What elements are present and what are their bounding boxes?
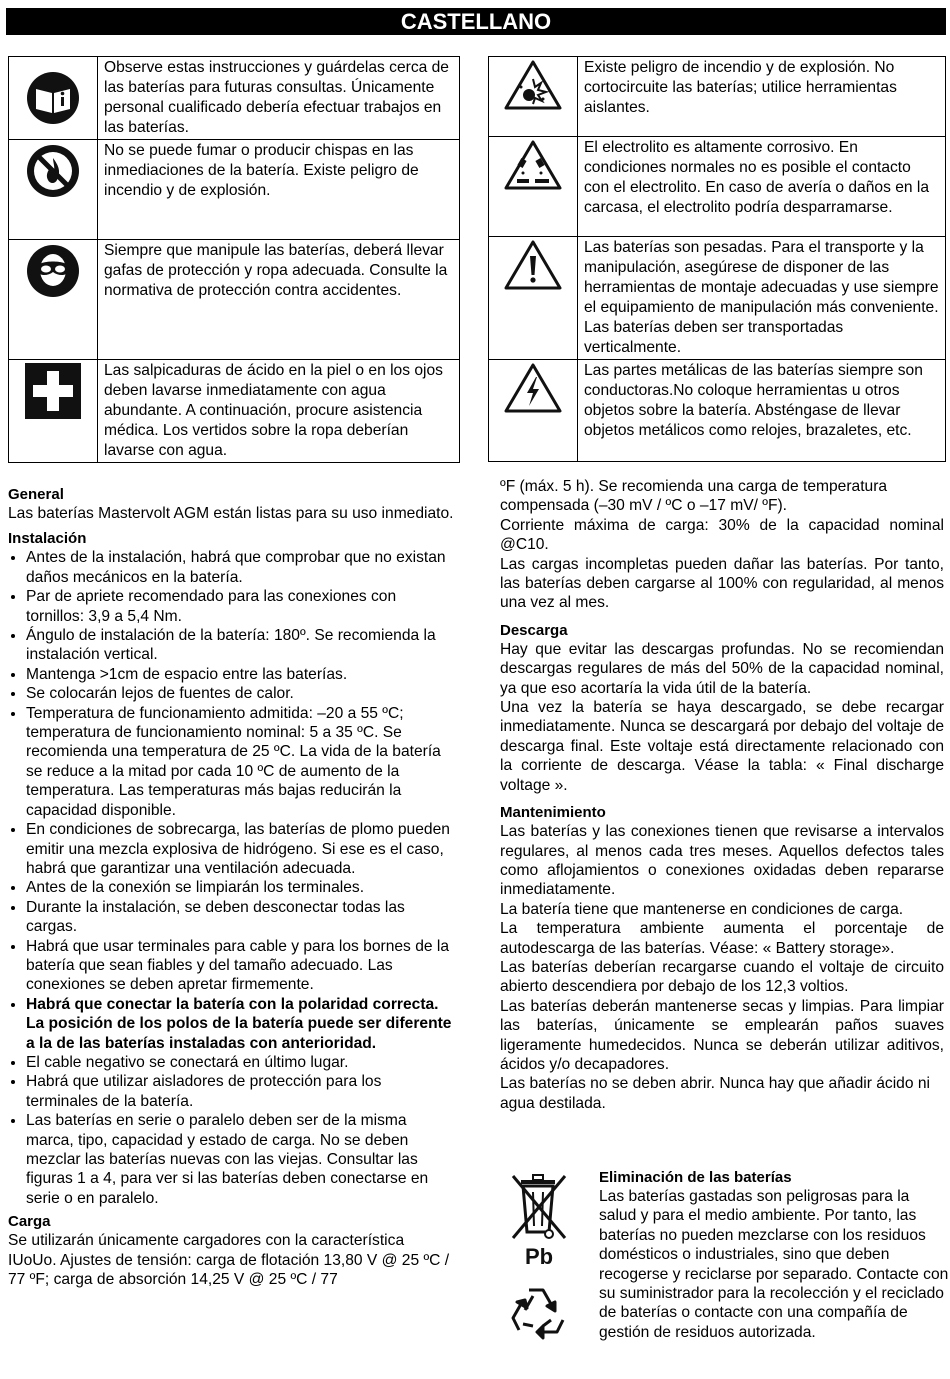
charge-text: Se utilizarán únicamente cargadores con la característica IUoUo. Ajustes de tensión: carga de flotación 13,80 V @ 25 ºC / 77 ºF; carga de absorción 14,25 V @ 25 ºC / 77 [8,1232,450,1289]
disposal-text: Las baterías gastadas son peligrosas para la salud y para el medio ambiente. Por tanto, las baterías no pueden mezclarse con los residuos domésticos o industriales, sino que deben recogerse y reciclarse por separado. Contacte con su suministrador para la recolección y el reciclado de baterías o contacte con una compañía de gestión de residuos autorizada. [599,1188,949,1341]
charge-max-current: Corriente máxima de carga: 30% de la capacidad nominal @C10. [500,516,944,554]
corrosive-warning-icon [489,137,578,237]
list-item: • Par de apriete recomendado para las conexiones con tornillos: 3,9 a 5,4 Nm. [26,587,456,626]
safety-table-left [8,56,460,463]
general-text: Las baterías Mastervolt AGM están listas para su uso inmediato. [8,505,454,522]
warning-text: No se puede fumar o producir chispas en las inmediaciones de la batería. Existe peligro de incendio y de explosión. [98,140,460,240]
section-heading-charge: Carga [8,1213,51,1231]
charge-text-continued: ºF (máx. 5 h). Se recomienda una carga de temperatura compensada (–30 mV / ºC o –17 mV/ ºF). [500,478,888,515]
maintenance-text-2: La batería tiene que mantenerse en condiciones de carga. [500,900,904,918]
section-heading-maintenance: Mantenimiento [500,804,606,822]
charge-incomplete: Las cargas incompletas pueden dañar las baterías. Por tanto, las baterías deben cargarse al 100% con regularidad, al menos una vez al mes. [500,555,944,612]
warning-text: El electrolito es altamente corrosivo. En condiciones normales no es posible el contacto con el electrolito. En caso de avería o daños en la carcasa, el electrolito podría desparramarse. [578,137,946,237]
list-item: • Se colocarán lejos de fuentes de calor. [26,684,456,703]
installation-list [8,548,456,1208]
electric-warning-icon [489,360,578,462]
read-manual-icon [9,57,98,140]
recycle-icon [505,1280,575,1350]
warning-text: Siempre que manipule las baterías, deberá llevar gafas de protección y ropa adecuada. Consulte la normativa de protección contra accidentes. [98,240,460,360]
list-item: • Antes de la conexión se limpiarán los terminales. [26,878,456,897]
maintenance-text-6: Las baterías no se deben abrir. Nunca hay que añadir ácido ni agua destilada. [500,1075,930,1112]
discharge-text-2: Una vez la batería se haya descargado, se debe recargar inmediatamente. Nunca se descargará por debajo del voltaje de descarga final. Este voltaje está directamente relacionado con la corriente de descarga. Véase la tabla: « Final discharge voltage ». [500,699,944,794]
maintenance-text-5: Las baterías deberán mantenerse secas y limpias. Para limpiar las baterías, únicamente se emplearán paños suaves ligeramente humedecidos. Nunca se deberán utilizar aditivos, ácidos y/o decapadores. [500,997,944,1073]
list-item: • Durante la instalación, se deben desconectar todas las cargas. [26,898,456,937]
list-item: • Ángulo de instalación de la batería: 180º. Se recomienda la instalación vertical. [26,626,456,665]
maintenance-text-1: Las baterías y las conexiones tienen que revisarse a intervalos regulares, al menos cada tres meses. Aquellos defectos tales como aflojamientos o conexiones oxidadas deben repararse inmediatamente. [500,823,944,899]
list-item: • Mantenga >1cm de espacio entre las baterías. [26,665,456,684]
first-aid-icon [9,360,98,463]
section-heading-discharge: Descarga [500,621,568,639]
section-heading-disposal: Eliminación de las baterías [599,1169,792,1186]
warning-text: Las partes metálicas de las baterías siempre son conductoras.No coloque herramientas u otros objetos sobre la batería. Absténgase de llevar objetos metálicos como relojes, brazaletes, etc. [578,360,946,462]
warning-text: Las baterías son pesadas. Para el transporte y la manipulación, asegúrese de disponer de las herramientas de montaje adecuadas y use siempre el equipamiento de manipulación más conveniente. Las baterías deben ser transportadas verticalmente. [578,237,946,360]
section-heading-general: General [8,486,64,503]
list-item: • Temperatura de funcionamiento admitida: –20 a 55 ºC; temperatura de funcionamiento nominal: 5 a 35 ºC. Se recomienda una temperatura de 25 ºC. La vida de la batería se reduce a la mitad por cada 10 ºC de aumento de la temperatura. Las temperaturas más bajas reducirán la capacidad disponible. [26,704,456,820]
list-item: • Las baterías en serie o paralelo deben ser de la misma marca, tipo, capacidad y estado de carga. No se deben mezclar las baterías nuevas con las viejas. Consultar las figuras 1 a 4, para ver si las baterías deben conectarse en serie o en paralelo. [26,1111,456,1208]
warning-text: Existe peligro de incendio y de explosión. No cortocircuite las baterías; utilice herramientas aislantes. [578,57,946,137]
list-item: • Antes de la instalación, habrá que comprobar que no existan daños mecánicos en la batería. [26,548,456,587]
no-fire-icon [9,140,98,240]
list-item: • El cable negativo se conectará en último lugar. [26,1053,456,1072]
page-header [6,8,946,35]
pb-label: Pb [524,1244,554,1267]
warning-text: Las salpicaduras de ácido en la piel o en los ojos deben lavarse inmediatamente con agua abundante. A continuación, procure asistencia médica. Los vertidos sobre la ropa deberían lavarse con agua. [98,360,460,463]
list-item: • Habrá que usar terminales para cable y para los bornes de la batería que sean fiables y del tamaño adecuado. Las conexiones se deben apretar firmemente. [26,937,456,995]
disposal-icons [505,1172,590,1355]
list-item: • Habrá que utilizar aisladores de protección para los terminales de la batería. [26,1072,456,1111]
general-warning-icon [489,237,578,360]
discharge-text-1: Hay que evitar las descargas profundas. No se recomiendan descargas regulares de más del 50% de la capacidad nominal, ya que eso acortaría la vida útil de la batería. [500,640,944,697]
safety-goggles-icon [9,240,98,360]
maintenance-text-3: La temperatura ambiente aumenta el porcentaje de autodescarga de las baterías. Véase: « Battery storage». [500,920,944,957]
maintenance-text-4: Las baterías deberían recargarse cuando el voltaje de circuito abierto descendiera por debajo de los 12,3 voltios. [500,958,944,996]
right-column [500,477,944,1113]
crossed-bin-icon [505,1172,575,1267]
list-item: • Habrá que conectar la batería con la polaridad correcta. La posición de los polos de la batería puede ser diferente a la de las baterías instaladas con anterioridad. [26,995,456,1053]
page-title: CASTELLANO [400,9,552,34]
list-item: • En condiciones de sobrecarga, las baterías de plomo pueden emitir una mezcla explosiva de hidrógeno. Si ese es el caso, habrá que garantizar una ventilación adecuada. [26,820,456,878]
warning-text: Observe estas instrucciones y guárdelas cerca de las baterías para futuras consultas. Únicamente personal cualificado debería efectuar trabajos en las baterías. [98,57,460,140]
left-column [8,485,456,1289]
section-heading-installation: Instalación [8,530,87,548]
explosion-warning-icon [489,57,578,137]
safety-table-right [488,56,946,462]
